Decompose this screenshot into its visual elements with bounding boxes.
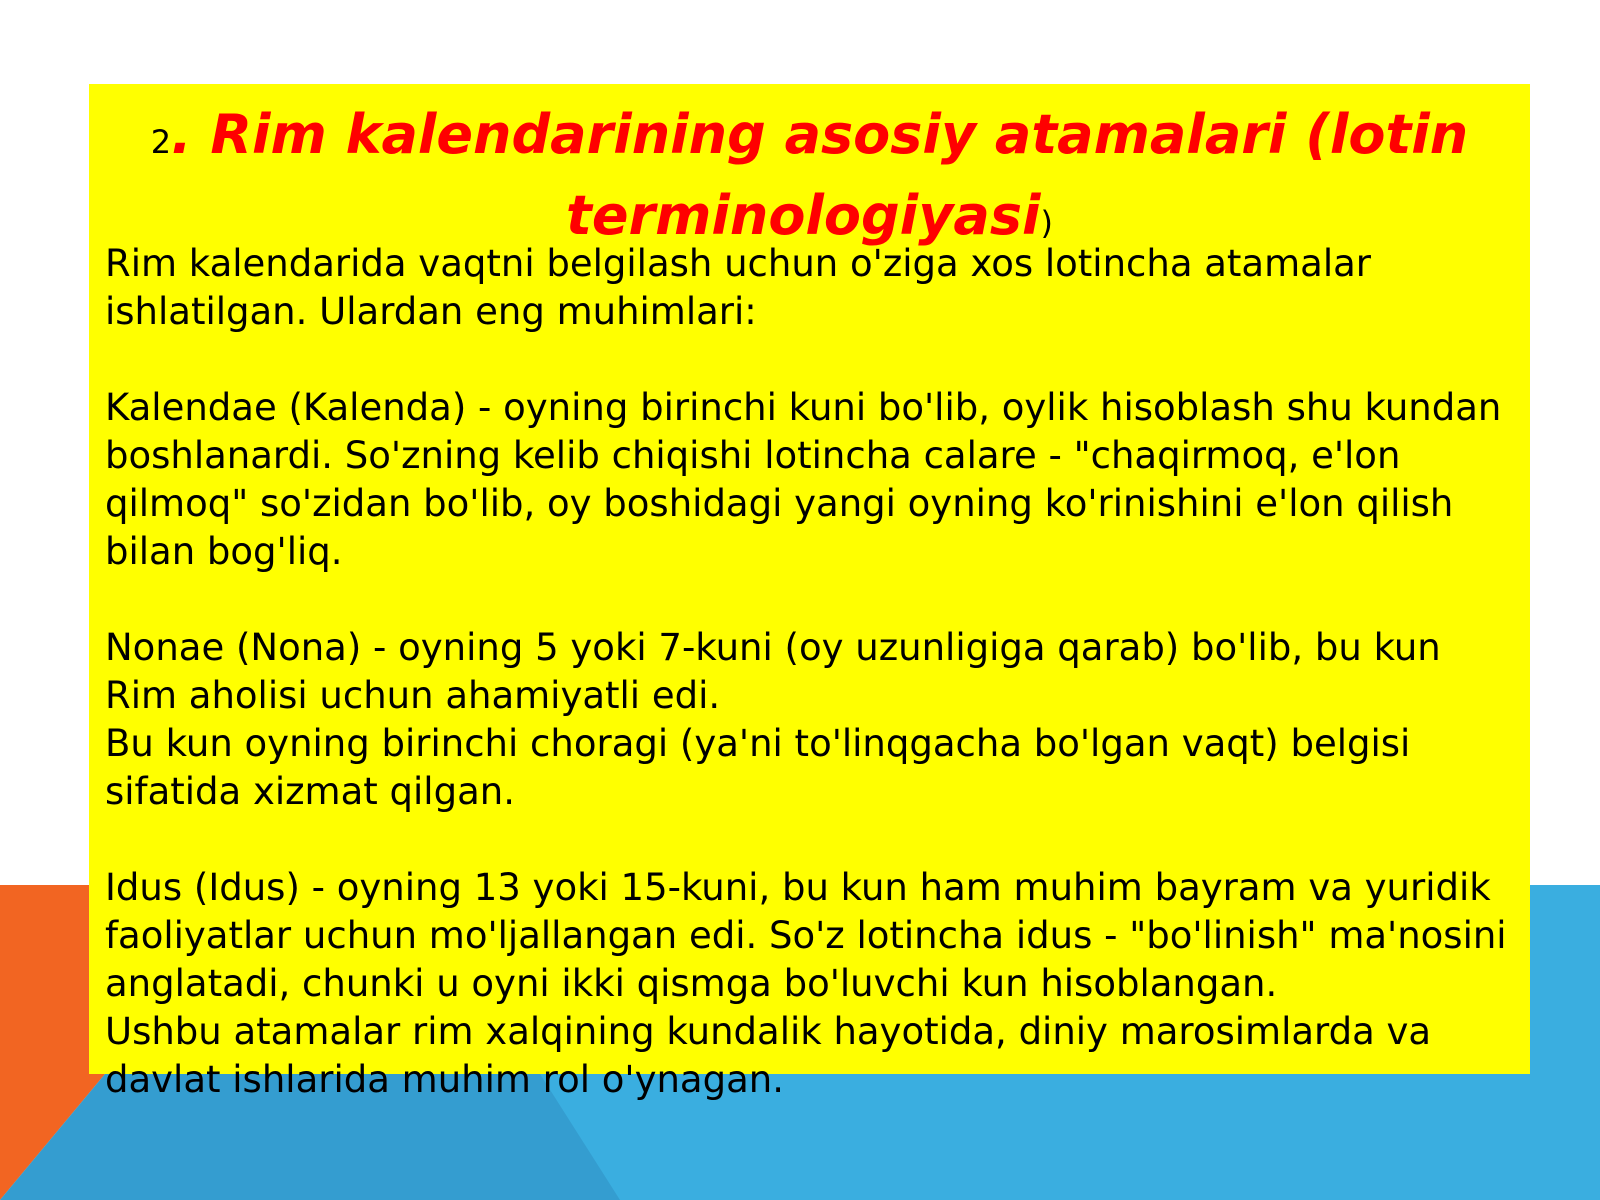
body-line: faoliyatlar uchun mo'ljallangan edi. So'z lotincha idus - "bo'linish" ma'nosini <box>105 914 1507 957</box>
body-line: davlat ishlarida muhim rol o'ynagan. <box>105 1058 784 1101</box>
body-line: Rim aholisi uchun ahamiyatli edi. <box>105 674 721 717</box>
body-line: Nonae (Nona) - oyning 5 yoki 7-kuni (oy uzunligiga qarab) bo'lib, bu kun <box>105 626 1441 669</box>
body-line: Idus (Idus) - oyning 13 yoki 15-kuni, bu kun ham muhim bayram va yuridik <box>105 866 1491 909</box>
slide-body <box>105 240 1545 1104</box>
body-line: qilmoq" so'zidan bo'lib, oy boshidagi yangi oyning ko'rinishini e'lon qilish <box>105 482 1454 525</box>
body-line: bilan bog'liq. <box>105 530 343 573</box>
body-line: anglatadi, chunki u oyni ikki qismga bo'luvchi kun hisoblangan. <box>105 962 1278 1005</box>
paragraph-spacer <box>105 816 1545 864</box>
body-line: Rim kalendarida vaqtni belgilash uchun o'ziga xos lotincha atamalar <box>105 242 1371 285</box>
body-line: sifatida xizmat qilgan. <box>105 770 515 813</box>
body-line: ishlatilgan. Ulardan eng muhimlari: <box>105 290 757 333</box>
title-closing-paren: ) <box>1040 204 1053 242</box>
paragraph-spacer <box>105 576 1545 624</box>
paragraph-spacer <box>105 336 1545 384</box>
slide-title <box>89 98 1530 260</box>
body-line: Kalendae (Kalenda) - oyning birinchi kuni bo'lib, oylik hisoblash shu kundan <box>105 386 1502 429</box>
title-number: 2 <box>150 123 172 161</box>
title-text: . Rim kalendarining asosiy atamalari (lotin terminologiyasi <box>171 103 1469 247</box>
body-line: Ushbu atamalar rim xalqining kundalik hayotida, diniy marosimlarda va <box>105 1010 1432 1053</box>
body-line: boshlanardi. So'zning kelib chiqishi lotincha calare - "chaqirmoq, e'lon <box>105 434 1401 477</box>
body-line: Bu kun oyning birinchi choragi (ya'ni to'linqgacha bo'lgan vaqt) belgisi <box>105 722 1411 765</box>
